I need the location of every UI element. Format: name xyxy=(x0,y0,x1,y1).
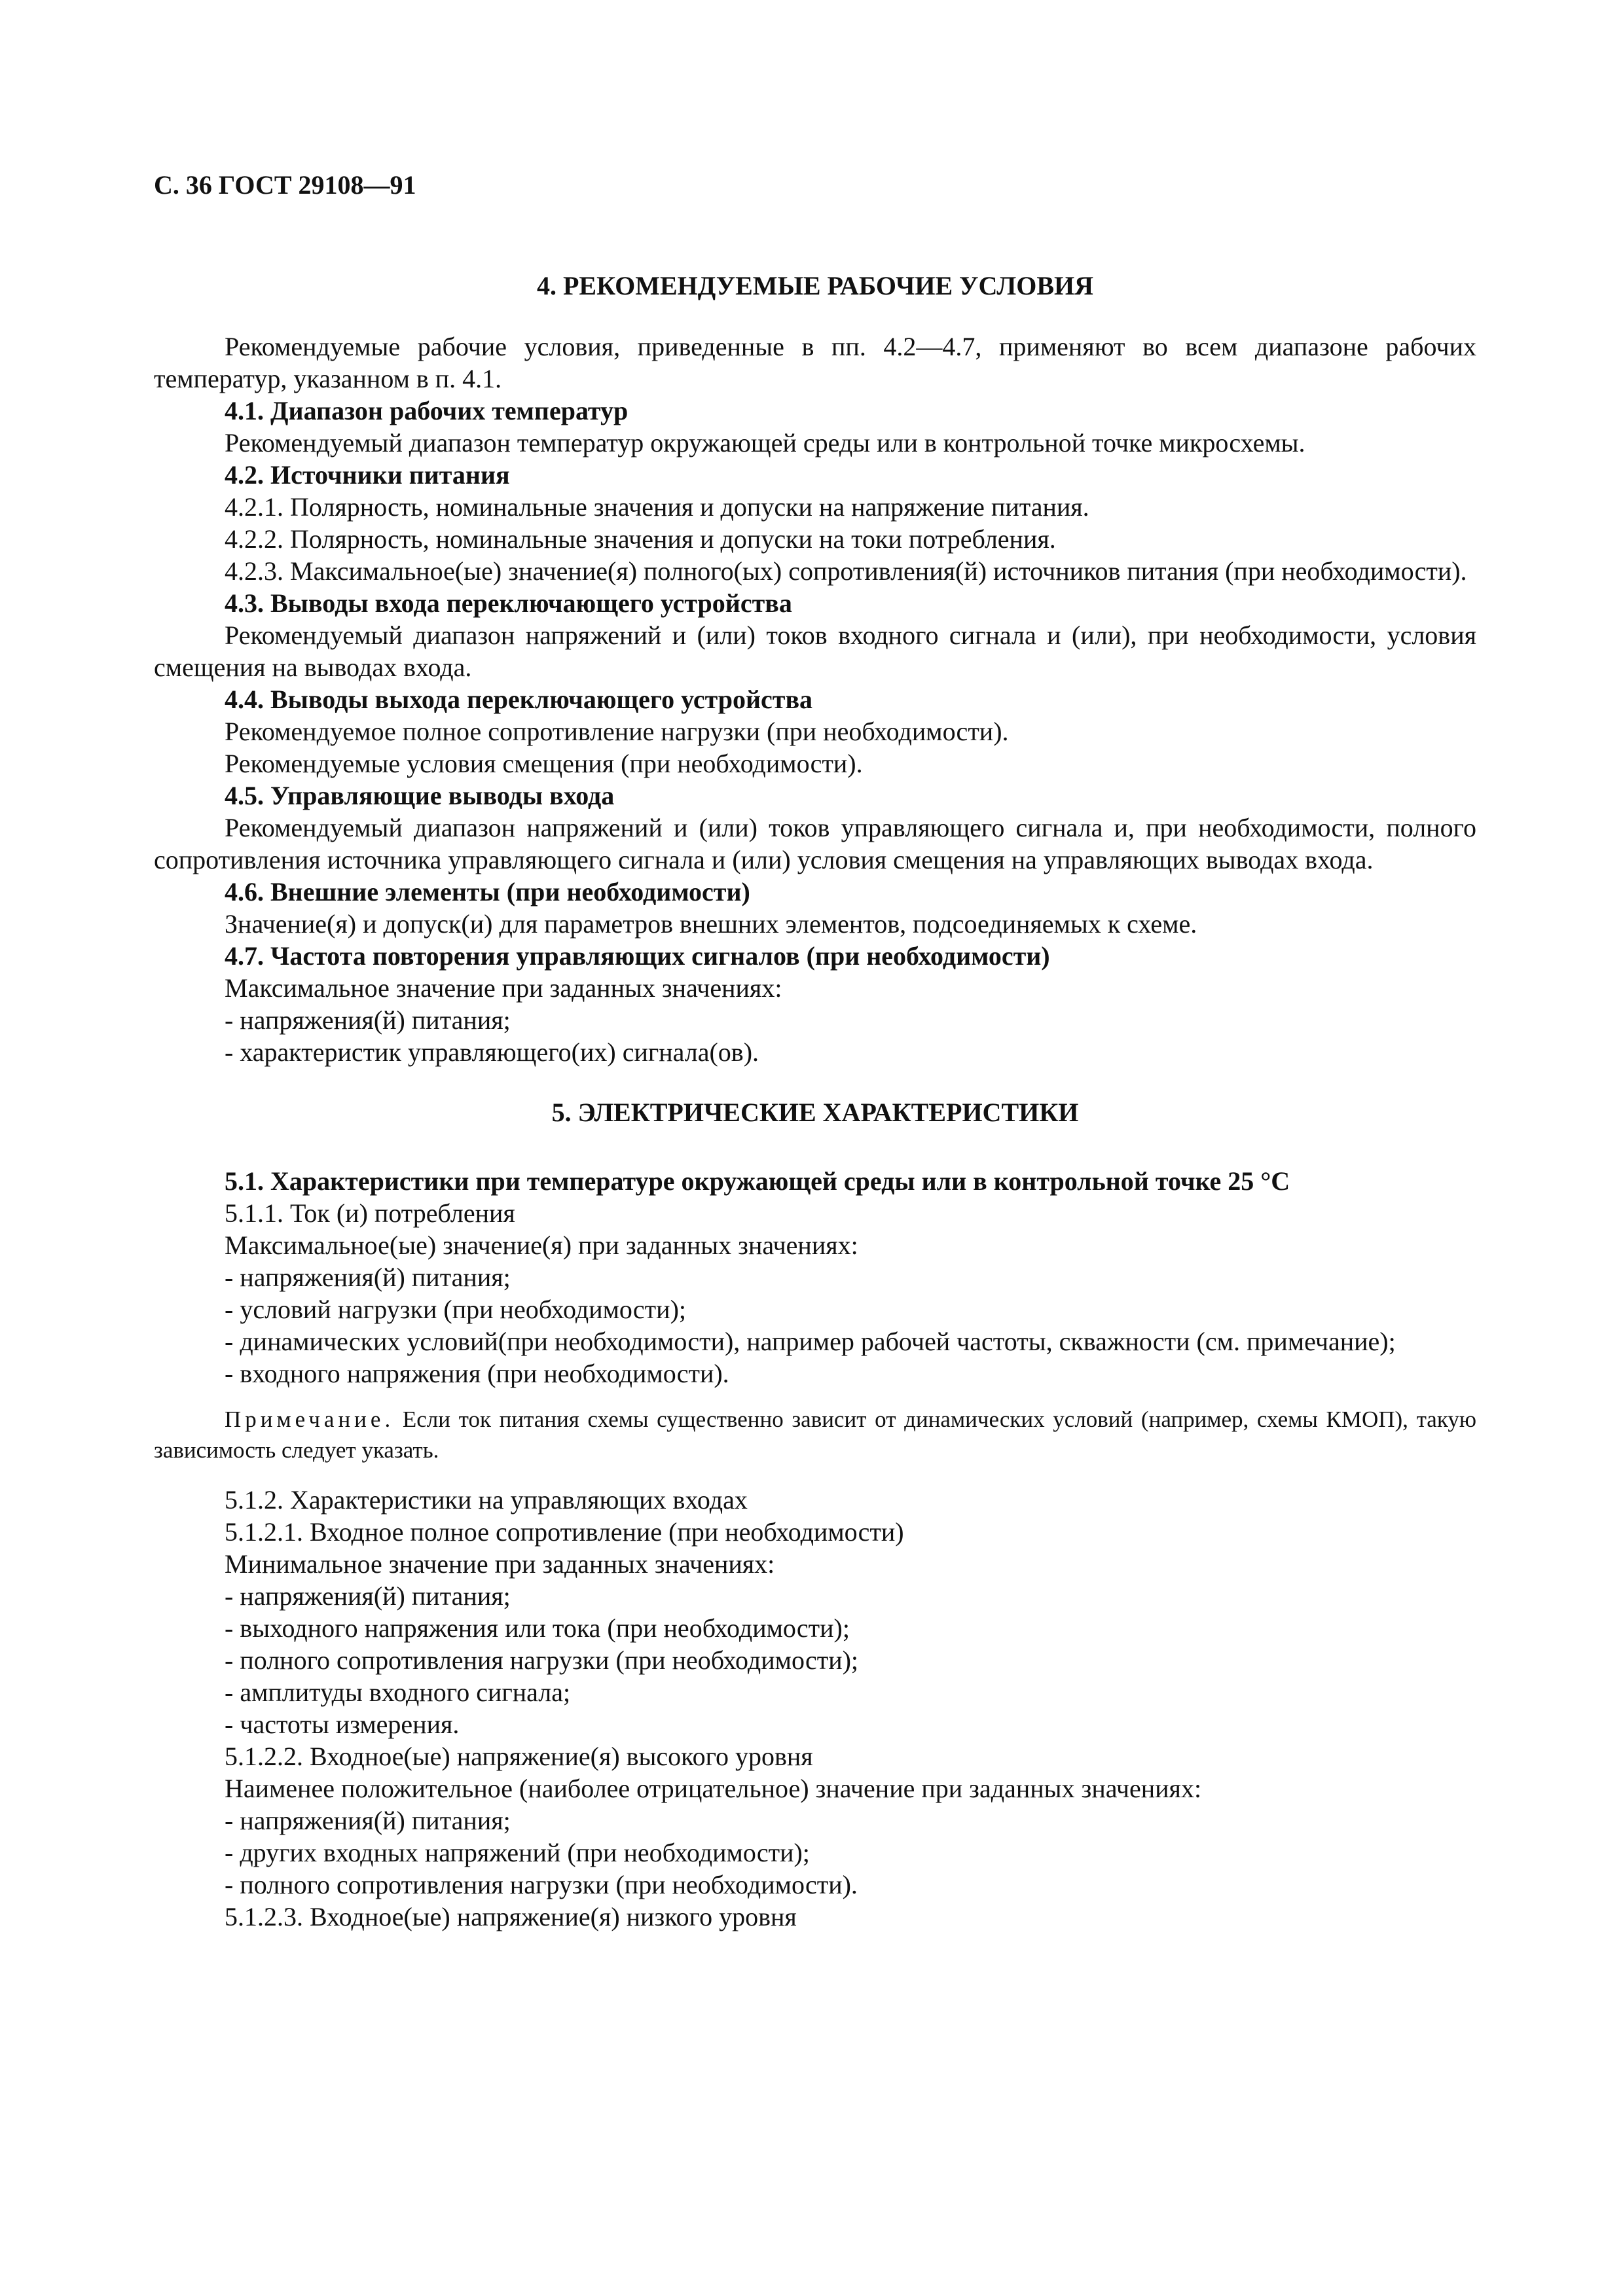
heading-5-1: 5.1. Характеристики при температуре окружающей среды или в контрольной точке 25 °С xyxy=(225,1166,1290,1196)
paragraph-5-1-2-1: 5.1.2.1. Входное полное сопротивление (при необходимости) xyxy=(225,1517,904,1547)
paragraph-4-1: Рекомендуемый диапазон температур окружающей среды или в контрольной точке микросхемы. xyxy=(225,428,1305,457)
list-item: - частоты измерения. xyxy=(225,1710,460,1739)
list-item: - динамических условий(при необходимости), например рабочей частоты, скважности (см. примечание); xyxy=(225,1327,1396,1356)
heading-4-3: 4.3. Выводы входа переключающего устройства xyxy=(225,588,792,618)
paragraph-4-2-1: 4.2.1. Полярность, номинальные значения и допуски на напряжение питания. xyxy=(225,492,1089,522)
paragraph-4-4-b: Рекомендуемые условия смещения (при необходимости). xyxy=(225,749,863,778)
paragraph-4-7: Максимальное значение при заданных значениях: xyxy=(225,973,782,1003)
list-item: - напряжения(й) питания; xyxy=(225,1005,511,1035)
paragraph-5-1-2: 5.1.2. Характеристики на управляющих входах xyxy=(225,1485,748,1515)
paragraph-4-2-2: 4.2.2. Полярность, номинальные значения и допуски на токи потребления. xyxy=(225,524,1056,554)
note-label: Примечание. xyxy=(225,1407,395,1432)
section-5-title: 5. ЭЛЕКТРИЧЕСКИЕ ХАРАКТЕРИСТИКИ xyxy=(551,1098,1079,1127)
page-header: С. 36 ГОСТ 29108—91 xyxy=(154,170,416,200)
heading-4-7: 4.7. Частота повторения управляющих сигналов (при необходимости) xyxy=(225,941,1050,971)
list-item: - условий нагрузки (при необходимости); xyxy=(225,1295,686,1324)
list-item: - напряжения(й) питания; xyxy=(225,1263,511,1292)
heading-4-2: 4.2. Источники питания xyxy=(225,460,510,490)
list-item: - амплитуды входного сигнала; xyxy=(225,1677,571,1707)
section-4-title: 4. РЕКОМЕНДУЕМЫЕ РАБОЧИЕ УСЛОВИЯ xyxy=(536,271,1094,300)
paragraph-5-1-2-1-text: Минимальное значение при заданных значениях: xyxy=(225,1549,775,1579)
paragraph-4-3: Рекомендуемый диапазон напряжений и (или) токов входного сигнала и (или), при необходимости, условия смещения на выводах входа. xyxy=(154,620,1476,682)
list-item: - других входных напряжений (при необходимости); xyxy=(225,1838,810,1867)
paragraph-4-5: Рекомендуемый диапазон напряжений и (или) токов управляющего сигнала и, при необходимости, полного сопротивления источника управляющего сигнала и (или) условия смещения на управляющих выводах входа. xyxy=(154,813,1476,874)
heading-4-1: 4.1. Диапазон рабочих температур xyxy=(225,396,629,425)
list-item: - полного сопротивления нагрузки (при необходимости). xyxy=(225,1870,858,1899)
paragraph-5-1-2-2-text: Наименее положительное (наиболее отрицательное) значение при заданных значениях: xyxy=(225,1774,1202,1803)
paragraph-5-1-1-text: Максимальное(ые) значение(я) при заданных значениях: xyxy=(225,1230,858,1260)
note xyxy=(154,1404,1476,1465)
paragraph-4-6: Значение(я) и допуск(и) для параметров внешних элементов, подсоединяемых к схеме. xyxy=(225,909,1197,939)
paragraph-5-1-2-2: 5.1.2.2. Входное(ые) напряжение(я) высокого уровня xyxy=(225,1742,813,1771)
paragraph-4-4-a: Рекомендуемое полное сопротивление нагрузки (при необходимости). xyxy=(225,717,1009,746)
heading-4-6: 4.6. Внешние элементы (при необходимости) xyxy=(225,877,750,906)
paragraph-5-1-1: 5.1.1. Ток (и) потребления xyxy=(225,1198,515,1228)
section-4-intro: Рекомендуемые рабочие условия, приведенные в пп. 4.2—4.7, применяют во всем диапазоне рабочих температур, указанном в п. 4.1. xyxy=(154,332,1476,393)
paragraph-4-2-3: 4.2.3. Максимальное(ые) значение(я) полного(ых) сопротивления(й) источников питания (при необходимости). xyxy=(225,556,1467,586)
list-item: - напряжения(й) питания; xyxy=(225,1806,511,1835)
heading-4-4: 4.4. Выводы выхода переключающего устройства xyxy=(225,685,813,714)
note-text: Если ток питания схемы существенно зависит от динамических условий (например, схемы КМОП), такую зависимость следует указать. xyxy=(154,1407,1476,1463)
list-item: - входного напряжения (при необходимости). xyxy=(225,1359,729,1388)
document-page xyxy=(154,167,1476,1933)
list-item: - выходного напряжения или тока (при необходимости); xyxy=(225,1613,850,1643)
list-item: - напряжения(й) питания; xyxy=(225,1581,511,1611)
paragraph-5-1-2-3: 5.1.2.3. Входное(ые) напряжение(я) низкого уровня xyxy=(225,1902,797,1931)
list-item: - полного сопротивления нагрузки (при необходимости); xyxy=(225,1645,859,1675)
heading-4-5: 4.5. Управляющие выводы входа xyxy=(225,781,615,810)
list-item: - характеристик управляющего(их) сигнала(ов). xyxy=(225,1037,759,1067)
